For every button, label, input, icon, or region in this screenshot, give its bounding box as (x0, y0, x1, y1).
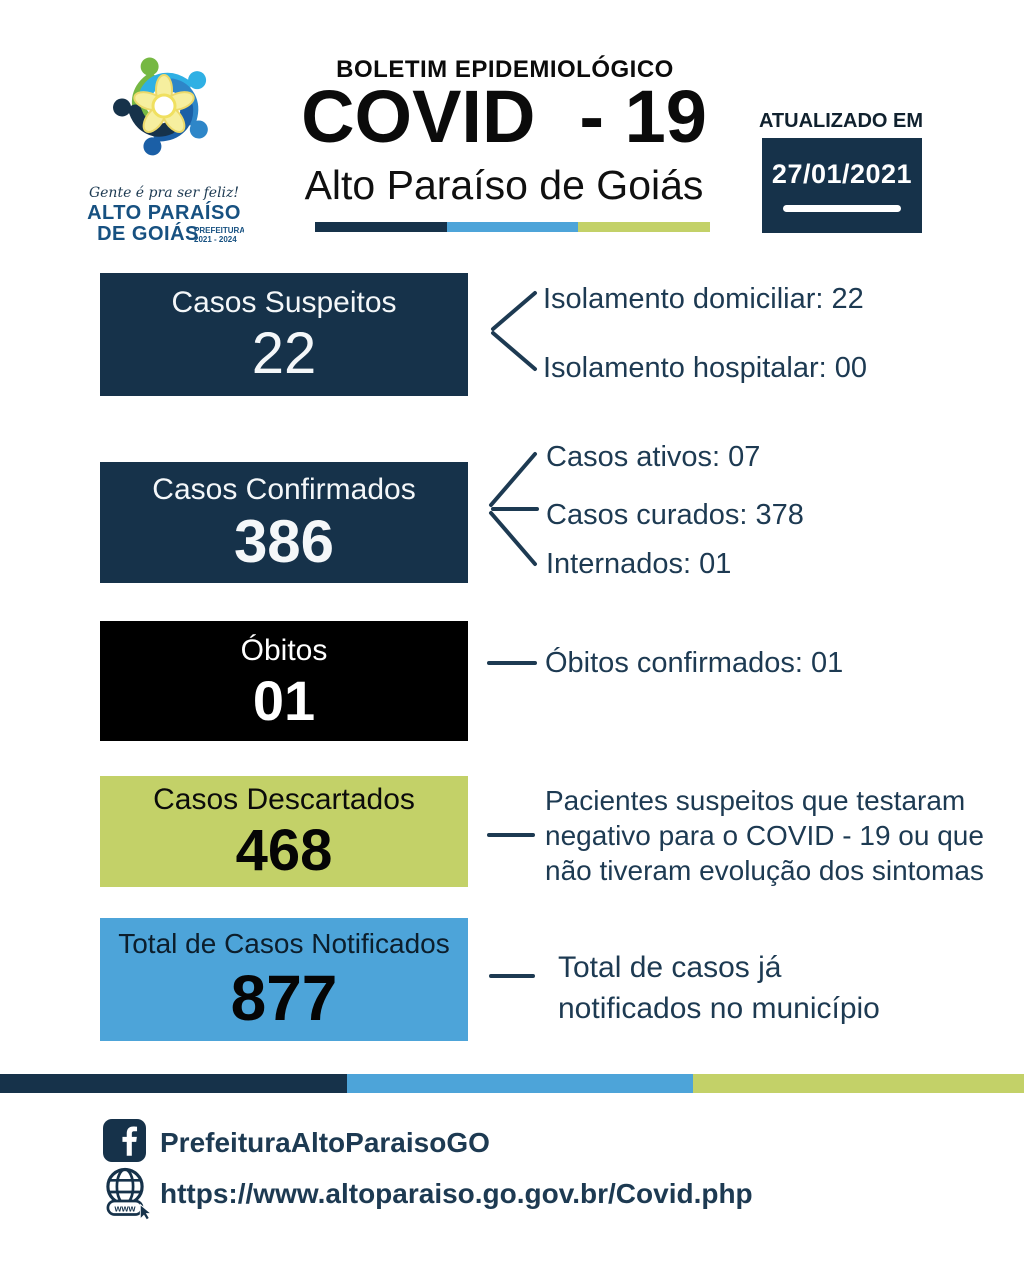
title-covid: COVID (301, 75, 536, 158)
logo-org: PREFEITURA (194, 226, 244, 235)
logo-city-name-line1: ALTO PARAÍSO (87, 202, 241, 224)
card-total-notificados (100, 918, 468, 1041)
card-label: Casos Descartados (153, 783, 415, 816)
note-casos-ativos: Casos ativos: 07 (546, 441, 761, 473)
divider-segment-blue (347, 1074, 693, 1093)
dash-connector (487, 833, 535, 837)
card-value: 22 (251, 321, 317, 386)
divider-segment-green (693, 1074, 1024, 1093)
card-label: Óbitos (240, 633, 328, 667)
updated-date-box (762, 138, 922, 233)
facebook-icon (103, 1119, 146, 1162)
bracket-icon (483, 450, 541, 568)
dash-connector (489, 974, 535, 978)
card-label: Total de Casos Notificados (118, 928, 450, 960)
note-total-descricao: Total de casos já notificados no município (558, 951, 880, 1025)
note-isolamento-domiciliar: Isolamento domiciliar: 22 (543, 283, 864, 315)
note-casos-curados: Casos curados: 378 (546, 499, 804, 531)
logo-term: 2021 - 2024 (194, 235, 237, 244)
card-value: 468 (235, 818, 333, 883)
title-divider (315, 222, 710, 232)
divider-segment-green (578, 222, 710, 232)
dash-connector (487, 661, 537, 665)
www-badge: www (114, 1203, 136, 1214)
updated-label: ATUALIZADO EM (758, 110, 924, 132)
card-label: Casos Suspeitos (171, 286, 397, 319)
bulletin-kicker: BOLETIM EPIDEMIOLÓGICO (336, 56, 674, 83)
card-obitos (100, 621, 468, 741)
globe-www-icon (98, 1164, 152, 1220)
card-label: Casos Confirmados (152, 473, 416, 506)
updated-date: 27/01/2021 (771, 159, 913, 189)
logo-tagline: Gente é pra ser feliz! (88, 185, 240, 201)
card-casos-confirmados (100, 462, 468, 583)
facebook-handle[interactable]: PrefeituraAltoParaisoGO (160, 1127, 490, 1158)
card-casos-suspeitos (100, 273, 468, 396)
footer-divider (0, 1074, 1024, 1093)
page-title (288, 75, 720, 158)
covid-page-url[interactable]: https://www.altoparaiso.go.gov.br/Covid.php (160, 1178, 753, 1209)
note-isolamento-hospitalar: Isolamento hospitalar: 00 (543, 352, 868, 384)
note-obitos-confirmados: Óbitos confirmados: 01 (545, 647, 844, 679)
divider-segment-navy (0, 1074, 347, 1093)
divider-segment-blue (447, 222, 579, 232)
bracket-icon (487, 289, 539, 373)
note-internados: Internados: 01 (546, 548, 732, 580)
divider-segment-navy (315, 222, 447, 232)
card-value: 877 (230, 961, 338, 1034)
note-descartados-descricao: Pacientes suspeitos que testaram negativo para o COVID - 19 ou que não tiveram evolução dos sintomas (545, 785, 984, 886)
city-logo (86, 44, 244, 246)
page-subtitle: Alto Paraíso de Goiás (304, 162, 704, 208)
city-logo-graphic (86, 44, 244, 246)
card-casos-descartados (100, 776, 468, 887)
title-19: - 19 (579, 75, 707, 158)
card-value: 386 (233, 508, 335, 575)
logo-city-name-line2: DE GOIÁS (97, 223, 199, 245)
card-value: 01 (252, 668, 316, 732)
date-underline (783, 205, 901, 212)
